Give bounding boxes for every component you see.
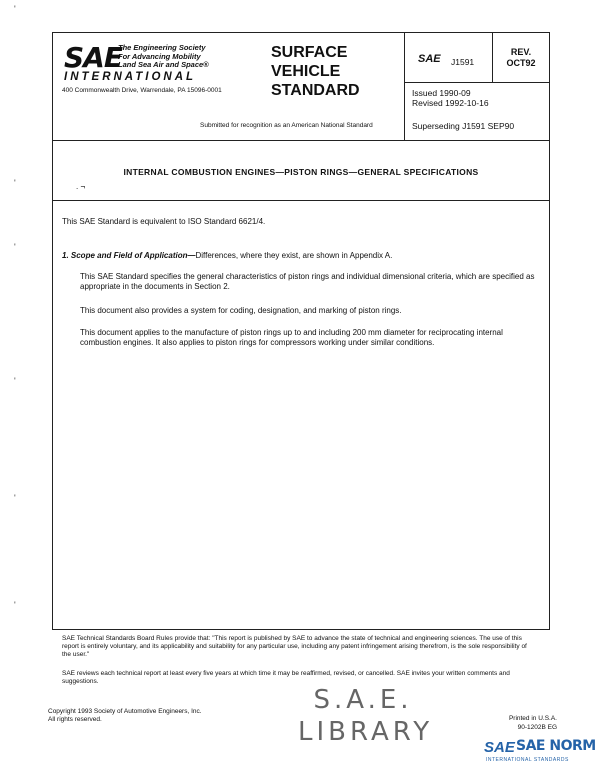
docnum-divider — [404, 82, 550, 83]
header-column-divider — [404, 32, 405, 140]
margin-mark: ' — [14, 493, 16, 503]
paragraph-1: This SAE Standard specifies the general characteristics of piston rings and individual dimensional criteria, which are specified as appropriate in the documents in Section 2. — [80, 272, 535, 291]
header-divider — [52, 140, 550, 141]
review-note: SAE reviews each technical report at least every five years at which time it may be reaffirmed, revised, or cancelled. SAE invites your written comments and suggestions. — [62, 670, 510, 685]
equivalence-statement: This SAE Standard is equivalent to ISO Standard 6621/4. — [62, 217, 266, 226]
document-title: INTERNAL COMBUSTION ENGINES—PISTON RINGS—GENERAL SPECIFICATIONS — [123, 167, 479, 177]
revision-code: REV. OCT92 — [506, 47, 536, 68]
margin-mark: ' — [14, 376, 16, 386]
paragraph-3: This document applies to the manufacture of piston rings up to and including 200 mm diameter for reciprocating internal combustion engines. It also applies to piston rings for compressors working under similar conditions. — [80, 328, 503, 347]
international-wordmark: INTERNATIONAL — [64, 71, 197, 83]
copyright: Copyright 1993 Society of Automotive Engineers, Inc. — [48, 708, 202, 715]
sae-norm-mark: SAE — [484, 739, 515, 756]
ansi-submission-note: Submitted for recognition as an American National Standard — [200, 122, 373, 129]
margin-mark: ' — [14, 4, 16, 14]
margin-mark: ' — [14, 242, 16, 252]
sae-address: 400 Commonwealth Drive, Warrendale, PA 15096-0001 — [62, 87, 222, 94]
section-1-lead: Differences, where they exist, are shown in Appendix A. — [195, 251, 393, 260]
board-rules-note: SAE Technical Standards Board Rules provide that: "This report is published by SAE to advance the state of technical and engineering sciences. The use of this report is entirely voluntary, and its applicability and suitability for any particular use, including any patent infringement arising therefrom, is the sole responsibility of the user." — [62, 635, 527, 658]
superseding-note: Superseding J1591 SEP90 — [412, 121, 515, 131]
sae-norm-subtitle: INTERNATIONAL STANDARDS — [486, 757, 569, 763]
doc-sae-mark: SAE — [418, 53, 441, 65]
sae-tagline: The Engineering Society For Advancing Mobility Land Sea Air and Space® — [118, 43, 209, 69]
sae-logo: SAE — [64, 41, 122, 74]
library-stamp: S.A.E. LIBRARY — [298, 685, 434, 747]
margin-mark: ' — [14, 600, 16, 610]
revised-date: Revised 1992-10-16 — [412, 98, 489, 108]
rights-reserved: All rights reserved. — [48, 716, 102, 723]
section-1-heading: 1. Scope and Field of Application— — [62, 251, 196, 260]
rev-column-divider — [492, 32, 493, 82]
print-code: 90-1202B EG — [517, 724, 557, 731]
issue-dates — [412, 88, 489, 108]
document-number: J1591 — [451, 57, 475, 67]
issued-date: Issued 1990-09 — [412, 88, 471, 98]
standard-type: SURFACE VEHICLE STANDARD — [271, 44, 360, 99]
sae-norm-name: SAE NORM — [516, 738, 596, 754]
section-1-heading-line — [62, 251, 542, 261]
margin-mark: ' — [14, 178, 16, 188]
sae-norm-badge — [484, 737, 600, 767]
stray-mark: . ¬ — [76, 182, 86, 191]
printed-in: Printed in U.S.A. — [508, 715, 557, 722]
title-divider — [52, 200, 550, 201]
paragraph-2: This document also provides a system for coding, designation, and marking of piston rings. — [80, 306, 402, 315]
